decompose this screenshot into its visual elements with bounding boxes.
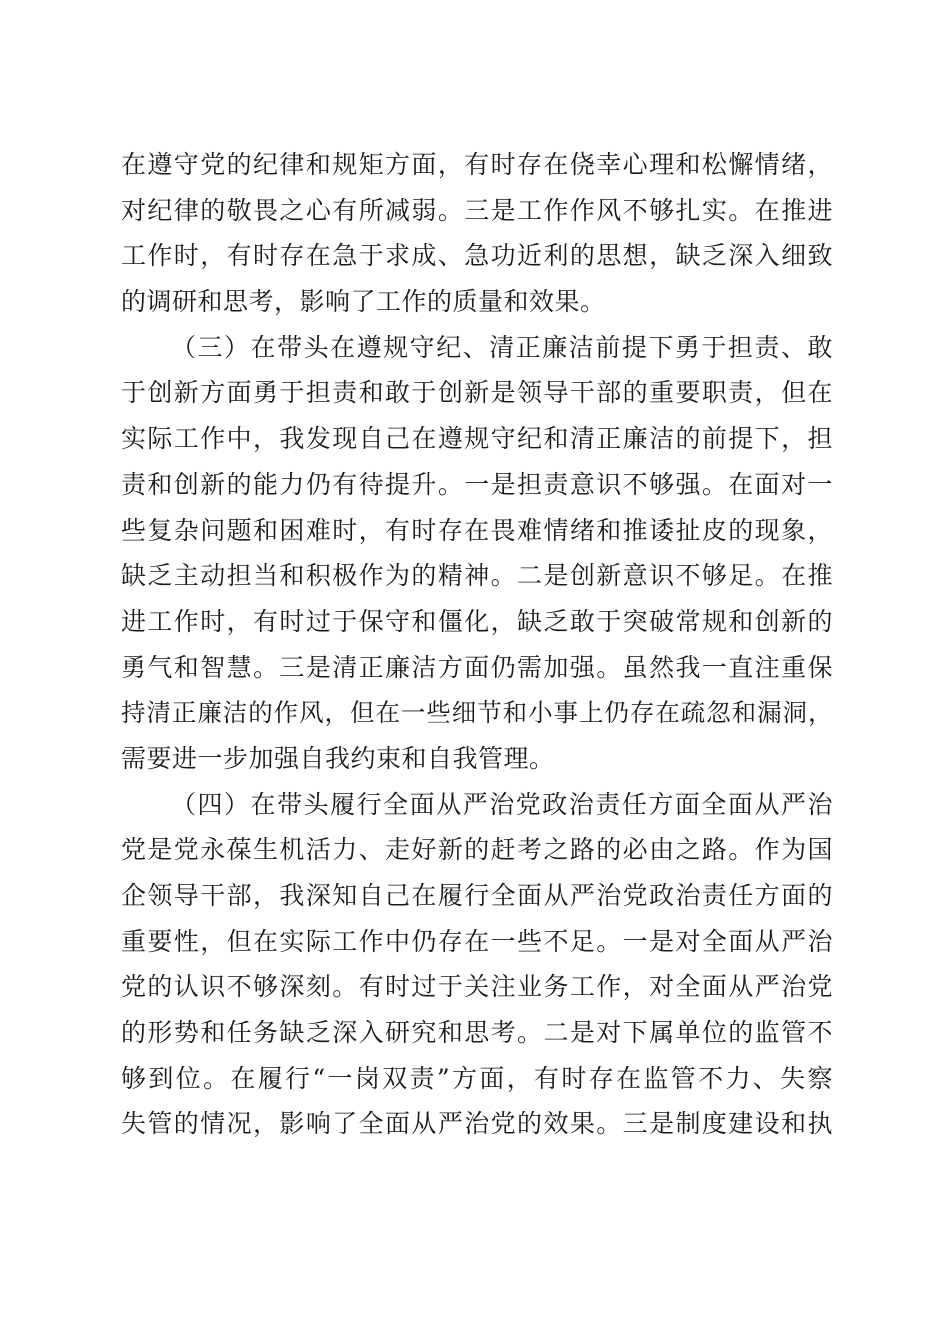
text-line: 于创新方面勇于担责和敢于创新是领导干部的重要职责，但在 [121,378,833,408]
text-line: 持清正廉洁的作风，但在一些细节和小事上仍存在疏忽和漏洞， [121,698,833,728]
text-line: 党的认识不够深刻。有时过于关注业务工作，对全面从严治党 [121,972,833,1002]
text-line: 责和创新的能力仍有待提升。一是担责意识不够强。在面对一 [121,469,833,499]
text-line: 勇气和智慧。三是清正廉洁方面仍需加强。虽然我一直注重保 [121,652,833,682]
text-line: 工作时，有时存在急于求成、急功近利的思想，缺乏深入细致 [121,241,833,271]
text-line: 在遵守党的纪律和规矩方面，有时存在侥幸心理和松懈情绪， [121,150,833,179]
body-text [121,142,833,1147]
section-heading-line: （四）在带头履行全面从严治党政治责任方面全面从严治 [171,789,833,819]
text-line: 的形势和任务缺乏深入研究和思考。二是对下属单位的监管不 [121,1018,833,1048]
text-line: 重要性，但在实际工作中仍存在一些不足。一是对全面从严治 [121,926,833,956]
text-line: 需要进一步加强自我约束和自我管理。 [121,743,555,773]
text-line: 党是党永葆生机活力、走好新的赶考之路的必由之路。作为国 [121,835,833,865]
text-line: 对纪律的敬畏之心有所减弱。三是工作作风不够扎实。在推进 [121,195,833,225]
text-line: 的调研和思考，影响了工作的质量和效果。 [121,287,606,317]
text-line: 失管的情况，影响了全面从严治党的效果。三是制度建设和执 [121,1109,833,1139]
text-line: 些复杂问题和困难时，有时存在畏难情绪和推诿扯皮的现象， [121,515,833,545]
text-line: 实际工作中，我发现自己在遵规守纪和清正廉洁的前提下，担 [121,424,833,454]
text-line: 进工作时，有时过于保守和僵化，缺乏敢于突破常规和创新的 [121,606,833,636]
text-line: 企领导干部，我深知自己在履行全面从严治党政治责任方面的 [121,881,833,910]
section-heading-line: （三）在带头在遵规守纪、清正廉洁前提下勇于担责、敢 [171,332,833,362]
text-line: 够到位。在履行“一岗双责”方面，有时存在监管不力、失察 [121,1063,833,1093]
text-line: 缺乏主动担当和积极作为的精神。二是创新意识不够足。在推 [121,561,833,591]
